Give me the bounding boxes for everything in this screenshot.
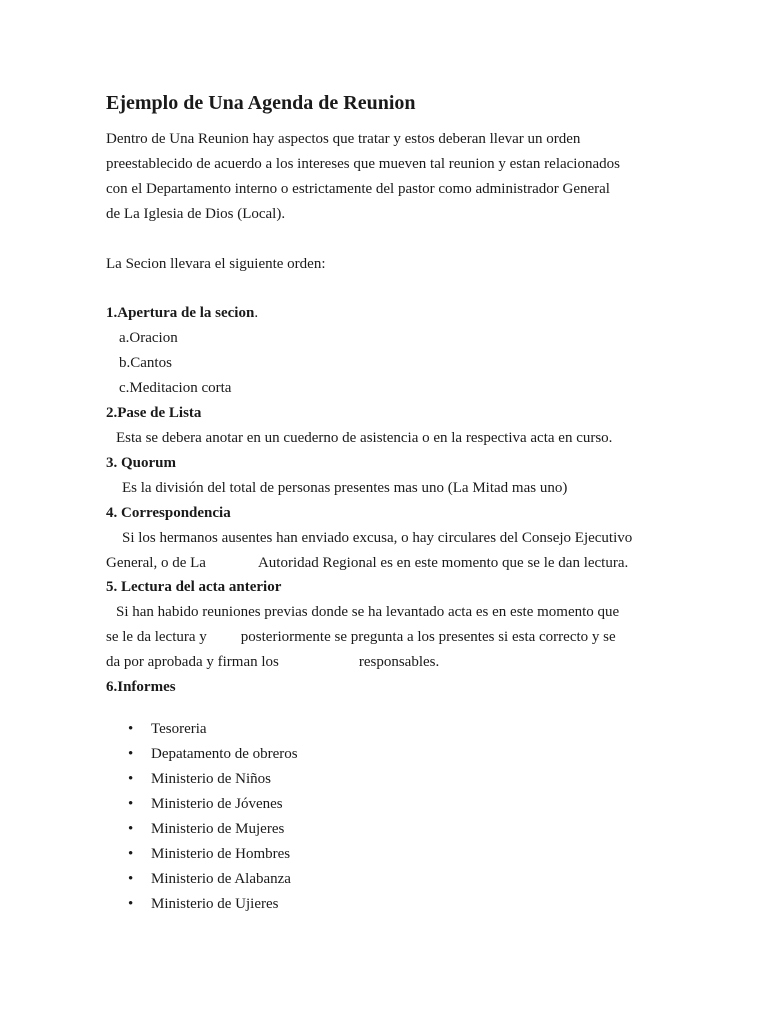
bullet-icon: • (128, 796, 134, 812)
list-item: • Ministerio de Mujeres (106, 817, 298, 842)
intro-paragraph (106, 127, 676, 227)
lectura-acta-body-line: da por aprobada y firman los responsables. (106, 654, 440, 670)
correspondencia-body-line: Si los hermanos ausentes han enviado excusa, o hay circulares del Consejo Ejecutivo (122, 530, 633, 546)
intro-line: de La Iglesia de Dios (Local). (106, 206, 286, 222)
apertura-item: a.Oracion (119, 330, 178, 346)
document-title: Ejemplo de Una Agenda de Reunion (106, 92, 416, 114)
bullet-icon: • (128, 746, 134, 762)
order-intro: La Secion llevara el siguiente orden: (106, 256, 326, 272)
apertura-item: b.Cantos (119, 355, 172, 371)
bullet-icon: • (128, 896, 134, 912)
list-item: • Tesoreria (106, 717, 298, 742)
pase-lista-body: Esta se debera anotar en un cuederno de asistencia o en la respectiva acta en curso. (116, 430, 613, 446)
intro-line: preestablecido de acuerdo a los intereses que mueven tal reunion y estan relacionados (106, 156, 620, 172)
section-heading-correspondencia: 4. Correspondencia (106, 505, 231, 521)
list-item: • Ministerio de Ujieres (106, 892, 298, 917)
informes-list (106, 717, 298, 917)
apertura-item: c.Meditacion corta (119, 380, 232, 396)
section-heading-apertura: 1.Apertura de la secion. (106, 305, 259, 321)
section-heading-pase-lista: 2.Pase de Lista (106, 405, 202, 421)
list-item: • Ministerio de Niños (106, 767, 298, 792)
list-item: • Depatamento de obreros (106, 742, 298, 767)
bullet-icon: • (128, 846, 134, 862)
correspondencia-body-line: General, o de La Autoridad Regional es en este momento que se le dan lectura. (106, 555, 629, 571)
quorum-body: Es la división del total de personas presentes mas uno (La Mitad mas uno) (122, 480, 568, 496)
section-heading-informes: 6.Informes (106, 679, 176, 695)
intro-line: Dentro de Una Reunion hay aspectos que tratar y estos deberan llevar un orden (106, 131, 581, 147)
section-heading-lectura-acta: 5. Lectura del acta anterior (106, 579, 282, 595)
intro-line: con el Departamento interno o estrictamente del pastor como administrador General (106, 181, 610, 197)
bullet-icon: • (128, 821, 134, 837)
bullet-icon: • (128, 771, 134, 787)
section-heading-quorum: 3. Quorum (106, 455, 177, 471)
lectura-acta-body-line: se le da lectura y posteriormente se pregunta a los presentes si esta correcto y se (106, 629, 616, 645)
bullet-icon: • (128, 871, 134, 887)
lectura-acta-body-line: Si han habido reuniones previas donde se ha levantado acta es en este momento que (116, 604, 620, 620)
bullet-icon: • (128, 721, 134, 737)
list-item: • Ministerio de Hombres (106, 842, 298, 867)
list-item: • Ministerio de Alabanza (106, 867, 298, 892)
list-item: • Ministerio de Jóvenes (106, 792, 298, 817)
